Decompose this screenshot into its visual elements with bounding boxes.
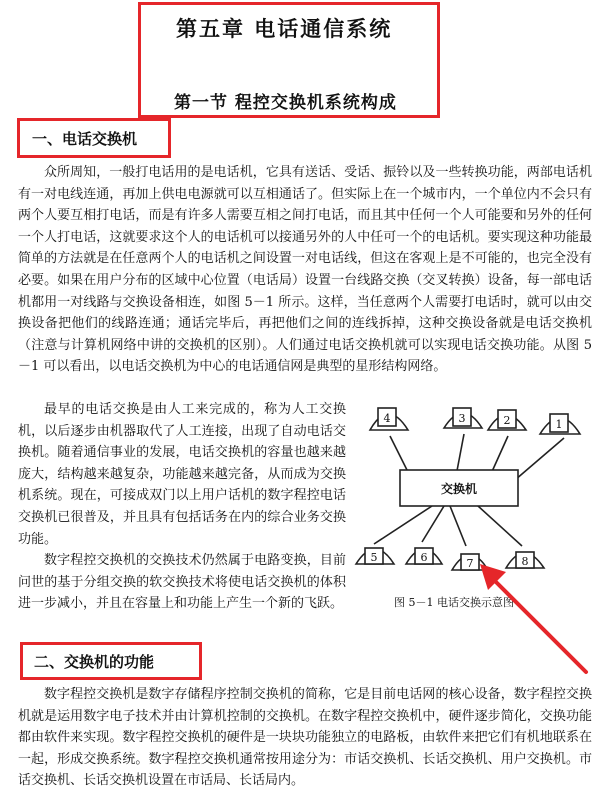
paragraph-intro: 众所周知，一般打电话用的是电话机，它具有送话、受话、振铃以及一些转换功能，两部电话机有一对电线连通，再加上供电电源就可以互相通话了。但实际上在一个城市内，一个单位内不会只有两个人要互相打电话，而是有许多人需要互相之间打电话，而且其中任何一个人可能要和另外的任何一个人打电话，这就要求这个人的电话机可以接通另外的人中任可一个的电话机。要实现这种功能最简单的方法就是在任意两个人的电话机之间设置一对电话线，但这在客观上是不可能的，也完全没有必要。如果在用户分布的区域中心位置（电话局）设置一台线路交换（交叉转换）设备，每一部电话机都用一对线路与交换设备相连，如图 5－1 所示。这样，当任意两个人需要打电话时，就可以由交换设备把他们的线路连通；通话完毕后，再把他们之间的连线拆掉，这种交换设备就是电话交换机（注意与计算机网络中讲的交换机的区别）。人们通过电话交换机就可以实现电话交换功能。从图 5－1 可以看出，以电话交换机为中心的电话通信网是典型的星形结构网络。 [18,165,592,375]
wire-phone-7 [450,506,466,546]
phone-label-3: 3 [458,412,466,425]
phone-label-4: 4 [383,412,391,425]
paragraph-history: 最早的电话交换是由人工来完成的，称为人工交换机，以后逐步由机器取代了人工连接，出现了自动电话交换机。随着通信事业的发展，电话交换机的容量也越来越庞大，结构越来越复杂，功能越来越完备，从而成为交换机系统。现在，可接成双门以上用户话机的数字程控电话交换机已很普及，并且具有包括话务在内的综合业务交换功能。 [18,402,346,547]
phone-label-8: 8 [521,555,529,568]
heading-telephone-switch: 一、电话交换机 [32,130,138,148]
wire-phone-8 [478,506,522,546]
chapter-title: 第五章 电话通信系统 [176,17,393,41]
annotation-arrow [470,554,604,684]
paragraph-digital-switch: 数字程控交换机是数字存储程序控制交换机的简称，它是目前电话网的核心设备，数字程控交换机就是运用数字电子技术并由计算机控制的交换机。在数字程控交换机中，硬件逐步简化，交换功能都由软件来实现。数字程控交换机的硬件是一块块功能独立的电路板，由软件来把它们有机地联系在一起，形成交换系统。数字程控交换机通常按用途分为：市话交换机、长话交换机、用户交换机。市话交换机、长话交换机设置在市话局、长话局内。 [18,687,592,789]
phone-label-2: 2 [503,414,511,427]
paragraph-soft-switch: 数字程控交换机的交换技术仍然属于电路变换，目前问世的基于分组交换的软交换技术将使电话交换机的体积进一步减小，并且在容量上和功能上产生一个新的飞跃。 [18,553,346,612]
phone-label-7: 7 [466,557,474,570]
phone-label-1: 1 [555,418,563,431]
switch-label: 交换机 [440,482,478,496]
wire-phone-1 [515,438,564,480]
wire-phone-5 [374,506,432,544]
section-title: 第一节 程控交换机系统构成 [174,93,397,113]
figure-caption: 图 5－1 电话交换示意图 [394,596,514,609]
phone-label-6: 6 [420,551,428,564]
wire-phone-6 [422,506,444,542]
heading-switch-functions: 二、交换机的功能 [34,653,155,671]
phone-label-5: 5 [370,551,378,564]
